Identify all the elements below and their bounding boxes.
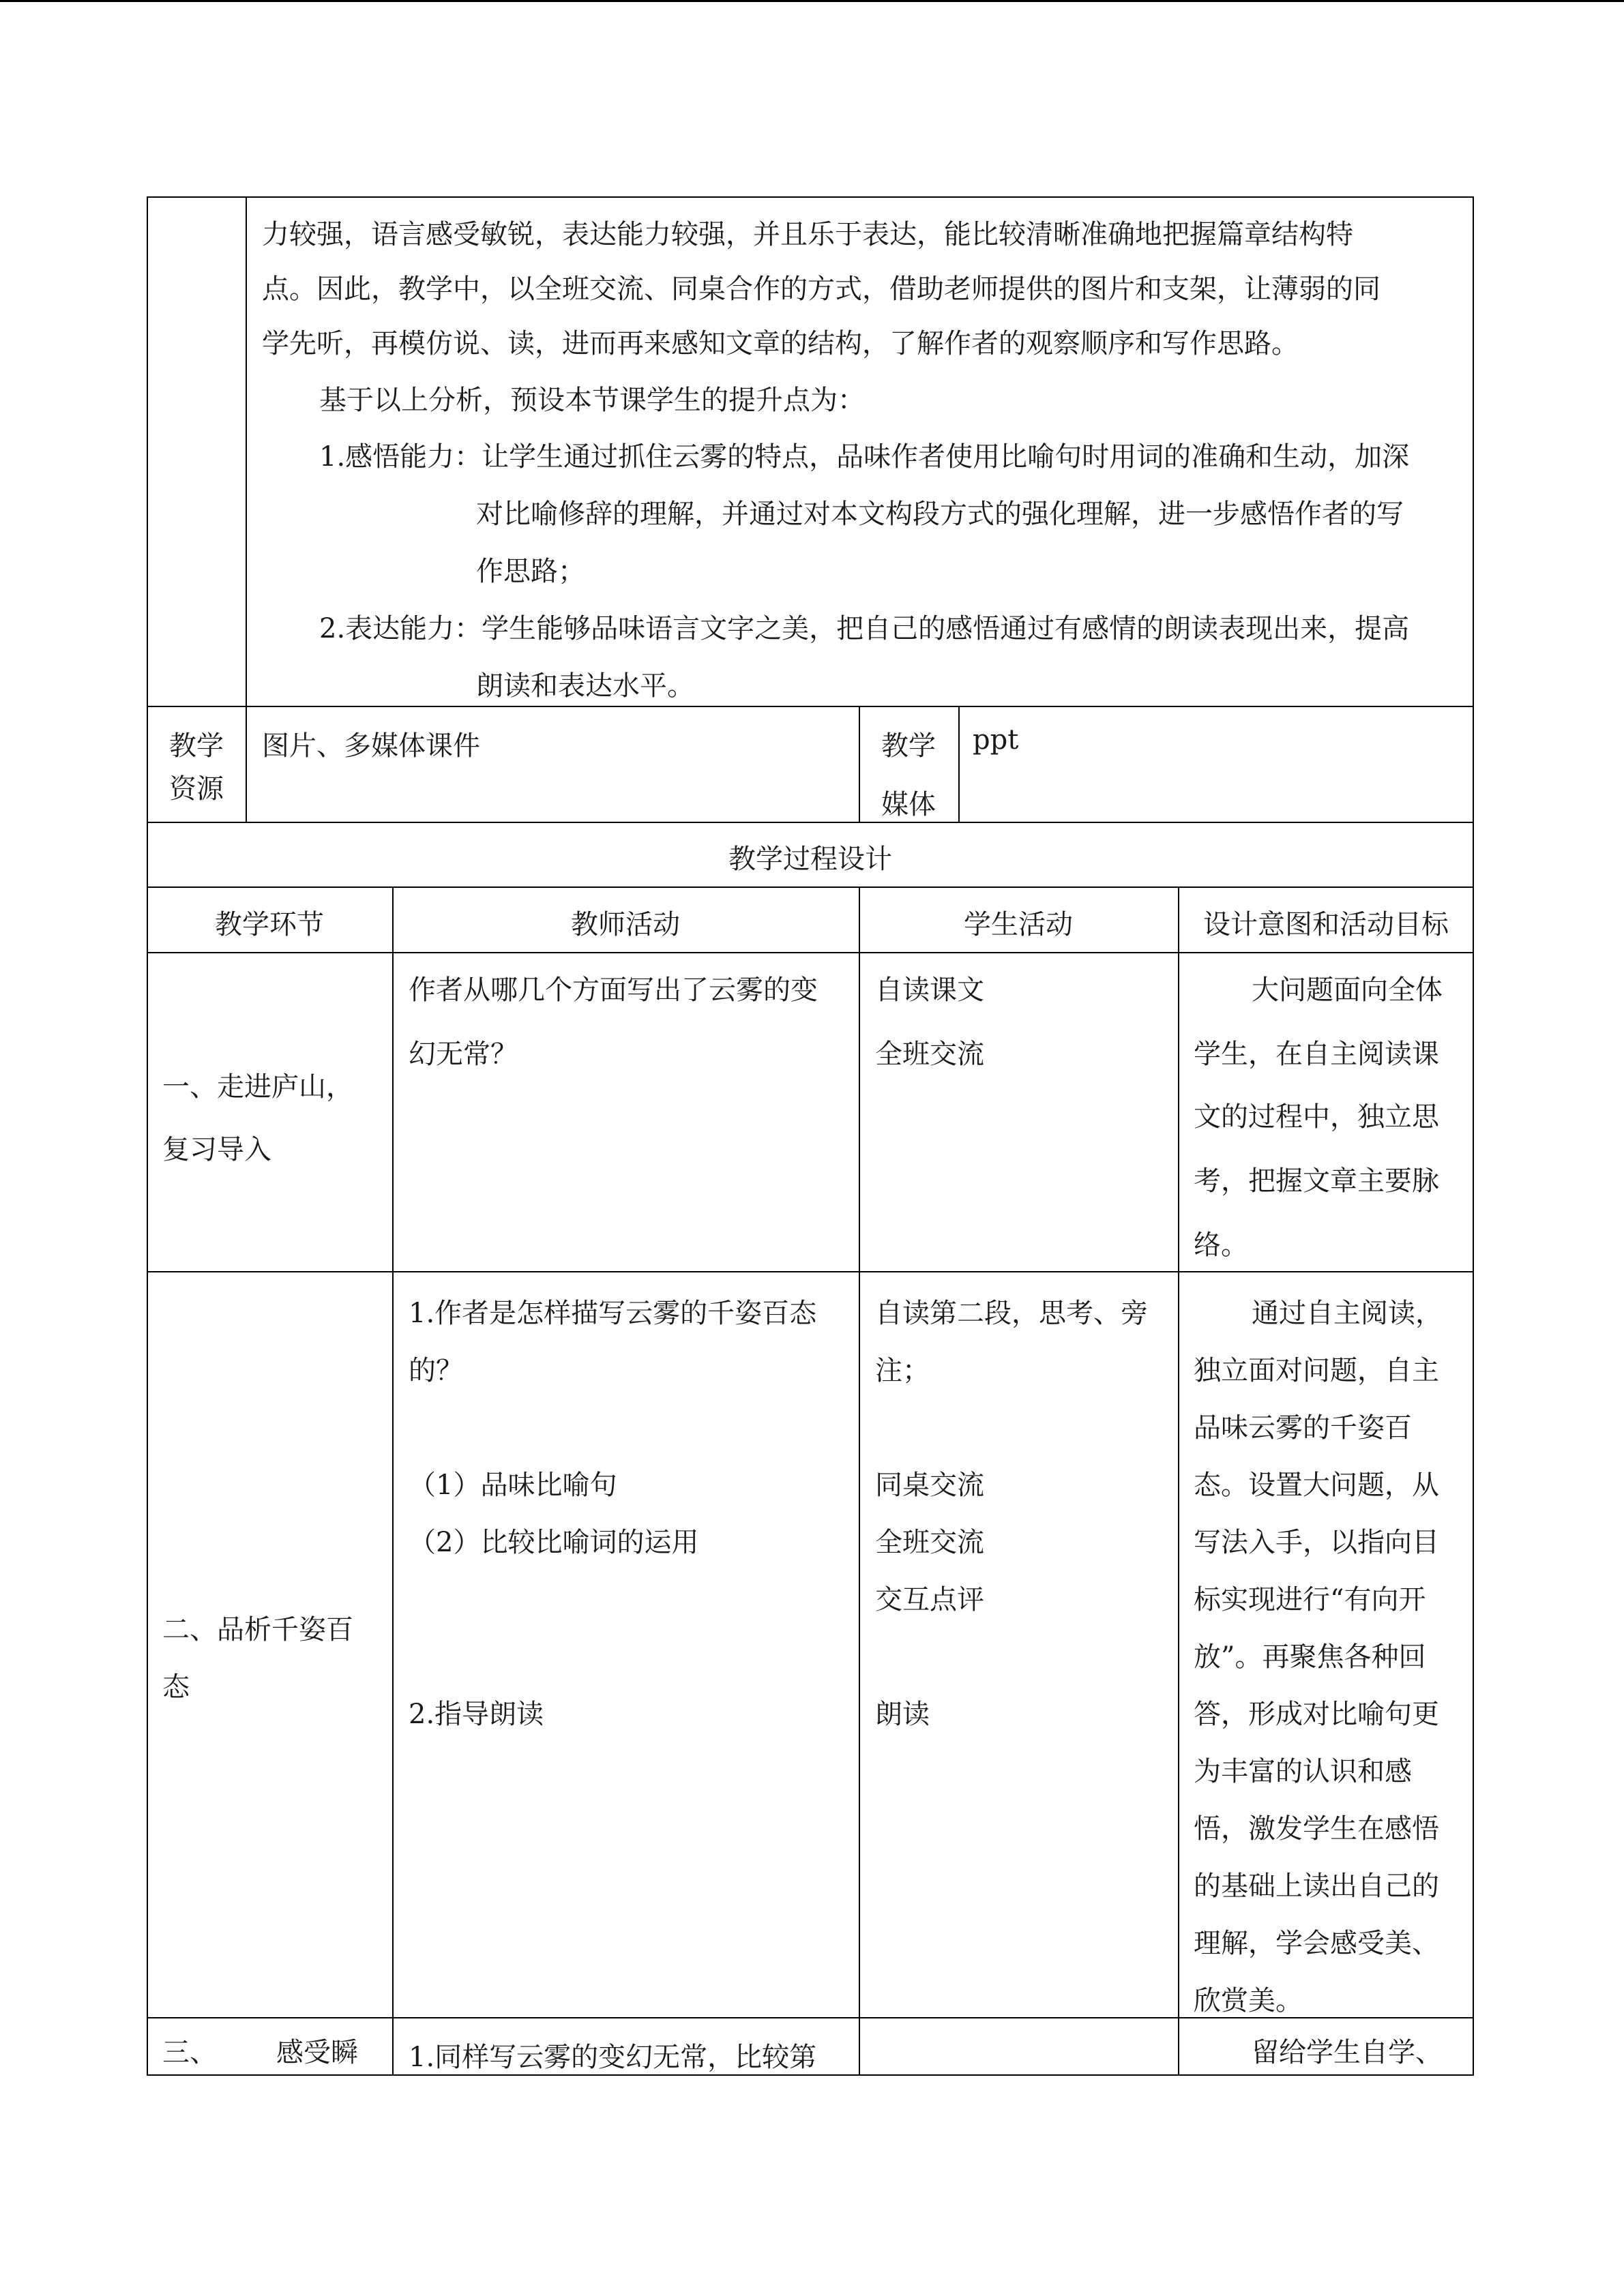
table-right-border [1473, 196, 1474, 2076]
preset-intro: 基于以上分析，预设本节课学生的提升点为： [319, 385, 865, 416]
row2-student: 同桌交流 [875, 1470, 984, 1501]
row2-intent: 悟，激发学生在感悟 [1194, 1813, 1439, 1845]
row1-teacher: 幻无常？ [409, 1039, 518, 1070]
analysis-line: 学先听，再模仿说、读，进而再来感知文章的结构，了解作者的观察顺序和写作思路。 [262, 328, 1299, 359]
row3-intent: 留给学生自学、 [1252, 2037, 1443, 2068]
row2-teacher: （2）比较比喻词的运用 [409, 1527, 699, 1558]
row2-intent: 理解，学会感受美、 [1194, 1928, 1439, 1959]
row3-teacher: 1.同样写云雾的变幻无常，比较第 [409, 2042, 817, 2073]
row2-student: 注； [875, 1355, 930, 1386]
row1-intent: 考，把握文章主要脉 [1194, 1165, 1439, 1197]
row2-teacher: 1.作者是怎样描写云雾的千姿百态 [409, 1298, 817, 1329]
point1-line: 作思路； [476, 556, 585, 587]
row2-intent: 欣赏美。 [1194, 1985, 1303, 2016]
row2-stage: 态 [162, 1671, 190, 1703]
row2-intent: 标实现进行“有向开 [1194, 1584, 1426, 1615]
analysis-line: 点。因此，教学中，以全班交流、同桌合作的方式，借助老师提供的图片和支架，让薄弱的同 [262, 273, 1381, 305]
divider-after-title [147, 886, 1474, 888]
media-label: 教学 [881, 730, 936, 762]
row1-student: 自读课文 [875, 974, 984, 1006]
row1-intent: 络。 [1194, 1229, 1248, 1261]
row2-stage: 二、品析千姿百 [162, 1614, 353, 1645]
row1-stage: 复习导入 [162, 1134, 271, 1165]
divider-media-label-left [859, 706, 860, 822]
row2-intent: 品味云雾的千姿百 [1194, 1412, 1412, 1444]
row2-intent: 独立面对问题，自主 [1194, 1355, 1439, 1386]
row2-intent: 写法入手，以指向目 [1194, 1527, 1439, 1558]
row1-student: 全班交流 [875, 1039, 984, 1070]
resources-label: 教学 [169, 730, 224, 762]
row3-stage: 感受瞬 [276, 2037, 358, 2068]
media-label: 媒体 [881, 789, 936, 820]
row2-teacher: 的？ [409, 1355, 463, 1386]
row2-intent: 答，形成对比喻句更 [1194, 1699, 1439, 1730]
header-teacher: 教师活动 [571, 909, 680, 940]
media-value: ppt [973, 724, 1019, 756]
analysis-line: 力较强，语言感受敏锐，表达能力较强，并且乐于表达，能比较清晰准确地把握篇章结构特 [262, 219, 1353, 250]
row1-teacher: 作者从哪几个方面写出了云雾的变 [409, 974, 818, 1006]
table-top-border [147, 196, 1474, 198]
row1-stage: 一、走进庐山， [162, 1071, 353, 1103]
row1-intent: 文的过程中，独立思 [1194, 1101, 1439, 1133]
process-title: 教学过程设计 [728, 844, 892, 875]
row2-student: 自读第二段，思考、旁 [875, 1298, 1148, 1329]
divider-after-row1 [147, 1271, 1474, 1272]
resources-value: 图片、多媒体课件 [262, 730, 480, 762]
point2-line: 朗读和表达水平。 [476, 670, 694, 702]
resources-label: 资源 [169, 773, 224, 805]
row2-teacher: （1）品味比喻句 [409, 1470, 617, 1501]
divider-student-column [1178, 886, 1179, 2076]
row2-intent: 的基础上读出自己的 [1194, 1870, 1439, 1902]
row1-intent: 学生，在自主阅读课 [1194, 1039, 1439, 1070]
header-intent: 设计意图和活动目标 [1203, 909, 1449, 940]
header-stage: 教学环节 [215, 909, 324, 940]
divider-label-column [246, 196, 247, 822]
row1-intent: 大问题面向全体 [1252, 974, 1443, 1006]
row2-intent: 放”。再聚焦各种回 [1194, 1641, 1426, 1673]
point2-line: 2.表达能力：学生能够品味语言文字之美，把自己的感悟通过有感情的朗读表现出来，提高 [319, 613, 1410, 644]
page-top-rule [0, 0, 1624, 2]
row3-stage: 三、 [162, 2037, 217, 2068]
divider-after-headers [147, 952, 1474, 953]
row2-teacher: 2.指导朗读 [409, 1699, 544, 1730]
divider-after-analysis [147, 706, 1474, 707]
divider-after-resources [147, 822, 1474, 823]
header-student: 学生活动 [964, 909, 1073, 940]
table-left-border [147, 196, 148, 2076]
divider-media-label-right [958, 706, 960, 822]
row2-intent: 为丰富的认识和感 [1194, 1756, 1412, 1787]
row2-student: 朗读 [875, 1699, 930, 1730]
point1-line: 1.感悟能力：让学生通过抓住云雾的特点，品味作者使用比喻句时用词的准确和生动，加深 [319, 441, 1410, 473]
divider-teacher-column [859, 886, 860, 2076]
row2-student: 交互点评 [875, 1584, 984, 1615]
row2-intent: 通过自主阅读， [1252, 1298, 1443, 1329]
divider-stage-column [392, 886, 394, 2076]
row2-student: 全班交流 [875, 1527, 984, 1558]
table-bottom-border [147, 2074, 1474, 2076]
row2-intent: 态。设置大问题，从 [1194, 1470, 1439, 1501]
point1-line: 对比喻修辞的理解，并通过对本文构段方式的强化理解，进一步感悟作者的写 [476, 498, 1404, 530]
